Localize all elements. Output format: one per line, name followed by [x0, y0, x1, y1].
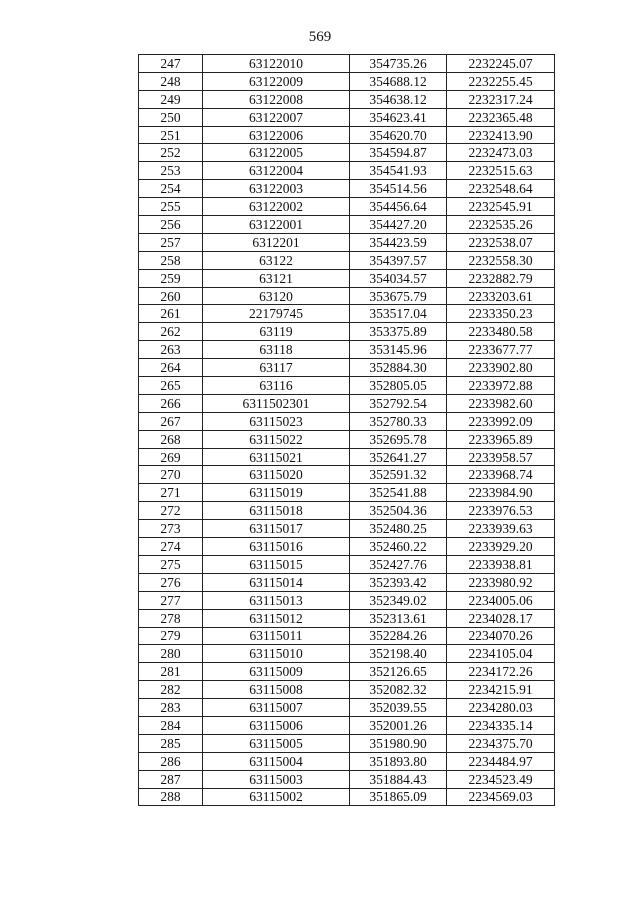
- point-code-cell: 63115018: [203, 502, 350, 520]
- y-coordinate-cell: 2233939.63: [447, 520, 555, 538]
- x-coordinate-cell: 354034.57: [350, 269, 447, 287]
- row-index-cell: 286: [139, 752, 203, 770]
- table-row: [139, 341, 555, 359]
- table-row: [139, 72, 555, 90]
- row-index-cell: 247: [139, 55, 203, 73]
- table-row: [139, 287, 555, 305]
- row-index-cell: 252: [139, 144, 203, 162]
- row-index-cell: 260: [139, 287, 203, 305]
- row-index-cell: 250: [139, 108, 203, 126]
- point-code-cell: 63115009: [203, 663, 350, 681]
- point-code-cell: 6311502301: [203, 394, 350, 412]
- row-index-cell: 271: [139, 484, 203, 502]
- x-coordinate-cell: 352198.40: [350, 645, 447, 663]
- point-code-cell: 63116: [203, 377, 350, 395]
- table-row: [139, 573, 555, 591]
- row-index-cell: 259: [139, 269, 203, 287]
- table-row: [139, 788, 555, 806]
- y-coordinate-cell: 2234335.14: [447, 716, 555, 734]
- table-row: [139, 555, 555, 573]
- x-coordinate-cell: 352313.61: [350, 609, 447, 627]
- y-coordinate-cell: 2232413.90: [447, 126, 555, 144]
- x-coordinate-cell: 352427.76: [350, 555, 447, 573]
- y-coordinate-cell: 2234375.70: [447, 734, 555, 752]
- point-code-cell: 63115015: [203, 555, 350, 573]
- point-code-cell: 63118: [203, 341, 350, 359]
- point-code-cell: 63115014: [203, 573, 350, 591]
- table-row: [139, 251, 555, 269]
- row-index-cell: 256: [139, 216, 203, 234]
- row-index-cell: 268: [139, 430, 203, 448]
- y-coordinate-cell: 2232538.07: [447, 233, 555, 251]
- table-row: [139, 394, 555, 412]
- y-coordinate-cell: 2234484.97: [447, 752, 555, 770]
- x-coordinate-cell: 354638.12: [350, 90, 447, 108]
- y-coordinate-cell: 2233938.81: [447, 555, 555, 573]
- point-code-cell: 63115004: [203, 752, 350, 770]
- table-row: [139, 430, 555, 448]
- point-code-cell: 63121: [203, 269, 350, 287]
- point-code-cell: 63120: [203, 287, 350, 305]
- x-coordinate-cell: 352780.33: [350, 412, 447, 430]
- point-code-cell: 63115013: [203, 591, 350, 609]
- y-coordinate-cell: 2234028.17: [447, 609, 555, 627]
- y-coordinate-cell: 2233929.20: [447, 538, 555, 556]
- y-coordinate-cell: 2232317.24: [447, 90, 555, 108]
- point-code-cell: 63115002: [203, 788, 350, 806]
- y-coordinate-cell: 2234105.04: [447, 645, 555, 663]
- row-index-cell: 284: [139, 716, 203, 734]
- y-coordinate-cell: 2234523.49: [447, 770, 555, 788]
- x-coordinate-cell: 352805.05: [350, 377, 447, 395]
- row-index-cell: 285: [139, 734, 203, 752]
- point-code-cell: 63115011: [203, 627, 350, 645]
- x-coordinate-cell: 354594.87: [350, 144, 447, 162]
- table-row: [139, 502, 555, 520]
- x-coordinate-cell: 352695.78: [350, 430, 447, 448]
- row-index-cell: 281: [139, 663, 203, 681]
- x-coordinate-cell: 352126.65: [350, 663, 447, 681]
- row-index-cell: 269: [139, 448, 203, 466]
- table-row: [139, 752, 555, 770]
- point-code-cell: 63122007: [203, 108, 350, 126]
- row-index-cell: 272: [139, 502, 203, 520]
- table-row: [139, 716, 555, 734]
- row-index-cell: 280: [139, 645, 203, 663]
- coordinates-table-body: [139, 55, 555, 806]
- x-coordinate-cell: 351980.90: [350, 734, 447, 752]
- x-coordinate-cell: 354397.57: [350, 251, 447, 269]
- point-code-cell: 63115010: [203, 645, 350, 663]
- point-code-cell: 63115008: [203, 681, 350, 699]
- point-code-cell: 63115007: [203, 699, 350, 717]
- table-row: [139, 520, 555, 538]
- y-coordinate-cell: 2233972.88: [447, 377, 555, 395]
- table-row: [139, 144, 555, 162]
- y-coordinate-cell: 2234070.26: [447, 627, 555, 645]
- x-coordinate-cell: 354688.12: [350, 72, 447, 90]
- table-row: [139, 627, 555, 645]
- row-index-cell: 282: [139, 681, 203, 699]
- table-row: [139, 198, 555, 216]
- table-row: [139, 645, 555, 663]
- row-index-cell: 255: [139, 198, 203, 216]
- row-index-cell: 275: [139, 555, 203, 573]
- x-coordinate-cell: 353145.96: [350, 341, 447, 359]
- row-index-cell: 267: [139, 412, 203, 430]
- row-index-cell: 264: [139, 359, 203, 377]
- y-coordinate-cell: 2233984.90: [447, 484, 555, 502]
- x-coordinate-cell: 353675.79: [350, 287, 447, 305]
- point-code-cell: 63122005: [203, 144, 350, 162]
- y-coordinate-cell: 2234280.03: [447, 699, 555, 717]
- y-coordinate-cell: 2234215.91: [447, 681, 555, 699]
- table-row: [139, 681, 555, 699]
- y-coordinate-cell: 2233992.09: [447, 412, 555, 430]
- point-code-cell: 63115016: [203, 538, 350, 556]
- y-coordinate-cell: 2233976.53: [447, 502, 555, 520]
- point-code-cell: 63122003: [203, 180, 350, 198]
- row-index-cell: 254: [139, 180, 203, 198]
- table-row: [139, 108, 555, 126]
- point-code-cell: 63122008: [203, 90, 350, 108]
- table-row: [139, 90, 555, 108]
- point-code-cell: 63122006: [203, 126, 350, 144]
- row-index-cell: 273: [139, 520, 203, 538]
- table-row: [139, 699, 555, 717]
- table-row: [139, 770, 555, 788]
- point-code-cell: 63115019: [203, 484, 350, 502]
- table-row: [139, 734, 555, 752]
- row-index-cell: 262: [139, 323, 203, 341]
- y-coordinate-cell: 2234172.26: [447, 663, 555, 681]
- table-row: [139, 377, 555, 395]
- y-coordinate-cell: 2233677.77: [447, 341, 555, 359]
- point-code-cell: 63115020: [203, 466, 350, 484]
- y-coordinate-cell: 2233203.61: [447, 287, 555, 305]
- y-coordinate-cell: 2233982.60: [447, 394, 555, 412]
- point-code-cell: 63119: [203, 323, 350, 341]
- y-coordinate-cell: 2233480.58: [447, 323, 555, 341]
- y-coordinate-cell: 2233958.57: [447, 448, 555, 466]
- x-coordinate-cell: 352480.25: [350, 520, 447, 538]
- row-index-cell: 265: [139, 377, 203, 395]
- x-coordinate-cell: 352349.02: [350, 591, 447, 609]
- table-row: [139, 591, 555, 609]
- x-coordinate-cell: 352460.22: [350, 538, 447, 556]
- coordinates-table: [138, 54, 555, 806]
- y-coordinate-cell: 2232548.64: [447, 180, 555, 198]
- point-code-cell: 63122009: [203, 72, 350, 90]
- x-coordinate-cell: 352541.88: [350, 484, 447, 502]
- x-coordinate-cell: 354620.70: [350, 126, 447, 144]
- point-code-cell: 22179745: [203, 305, 350, 323]
- y-coordinate-cell: 2234005.06: [447, 591, 555, 609]
- row-index-cell: 283: [139, 699, 203, 717]
- point-code-cell: 6312201: [203, 233, 350, 251]
- table-row: [139, 609, 555, 627]
- x-coordinate-cell: 353517.04: [350, 305, 447, 323]
- y-coordinate-cell: 2232545.91: [447, 198, 555, 216]
- x-coordinate-cell: 352393.42: [350, 573, 447, 591]
- page-number: 569: [308, 29, 332, 45]
- x-coordinate-cell: 354423.59: [350, 233, 447, 251]
- table-row: [139, 359, 555, 377]
- table-row: [139, 484, 555, 502]
- table-row: [139, 162, 555, 180]
- y-coordinate-cell: 2233968.74: [447, 466, 555, 484]
- row-index-cell: 263: [139, 341, 203, 359]
- y-coordinate-cell: 2232535.26: [447, 216, 555, 234]
- y-coordinate-cell: 2233980.92: [447, 573, 555, 591]
- point-code-cell: 63115006: [203, 716, 350, 734]
- point-code-cell: 63122: [203, 251, 350, 269]
- point-code-cell: 63115022: [203, 430, 350, 448]
- x-coordinate-cell: 354427.20: [350, 216, 447, 234]
- table-row: [139, 216, 555, 234]
- point-code-cell: 63115017: [203, 520, 350, 538]
- x-coordinate-cell: 354514.56: [350, 180, 447, 198]
- table-row: [139, 412, 555, 430]
- y-coordinate-cell: 2232245.07: [447, 55, 555, 73]
- table-row: [139, 269, 555, 287]
- x-coordinate-cell: 352792.54: [350, 394, 447, 412]
- row-index-cell: 270: [139, 466, 203, 484]
- x-coordinate-cell: 352039.55: [350, 699, 447, 717]
- row-index-cell: 261: [139, 305, 203, 323]
- y-coordinate-cell: 2232558.30: [447, 251, 555, 269]
- x-coordinate-cell: 354735.26: [350, 55, 447, 73]
- row-index-cell: 274: [139, 538, 203, 556]
- y-coordinate-cell: 2233902.80: [447, 359, 555, 377]
- table-row: [139, 448, 555, 466]
- point-code-cell: 63115003: [203, 770, 350, 788]
- point-code-cell: 63115005: [203, 734, 350, 752]
- point-code-cell: 63115021: [203, 448, 350, 466]
- row-index-cell: 257: [139, 233, 203, 251]
- y-coordinate-cell: 2232515.63: [447, 162, 555, 180]
- y-coordinate-cell: 2233965.89: [447, 430, 555, 448]
- x-coordinate-cell: 353375.89: [350, 323, 447, 341]
- x-coordinate-cell: 354623.41: [350, 108, 447, 126]
- table-row: [139, 180, 555, 198]
- row-index-cell: 248: [139, 72, 203, 90]
- row-index-cell: 249: [139, 90, 203, 108]
- y-coordinate-cell: 2232365.48: [447, 108, 555, 126]
- x-coordinate-cell: 352082.32: [350, 681, 447, 699]
- row-index-cell: 258: [139, 251, 203, 269]
- row-index-cell: 253: [139, 162, 203, 180]
- x-coordinate-cell: 352001.26: [350, 716, 447, 734]
- row-index-cell: 251: [139, 126, 203, 144]
- table-row: [139, 323, 555, 341]
- point-code-cell: 63122004: [203, 162, 350, 180]
- point-code-cell: 63115023: [203, 412, 350, 430]
- row-index-cell: 287: [139, 770, 203, 788]
- x-coordinate-cell: 351884.43: [350, 770, 447, 788]
- point-code-cell: 63122010: [203, 55, 350, 73]
- x-coordinate-cell: 354456.64: [350, 198, 447, 216]
- y-coordinate-cell: 2232882.79: [447, 269, 555, 287]
- row-index-cell: 279: [139, 627, 203, 645]
- table-row: [139, 305, 555, 323]
- table-row: [139, 663, 555, 681]
- table-row: [139, 55, 555, 73]
- table-row: [139, 466, 555, 484]
- x-coordinate-cell: 352504.36: [350, 502, 447, 520]
- x-coordinate-cell: 352591.32: [350, 466, 447, 484]
- row-index-cell: 266: [139, 394, 203, 412]
- row-index-cell: 277: [139, 591, 203, 609]
- row-index-cell: 288: [139, 788, 203, 806]
- point-code-cell: 63115012: [203, 609, 350, 627]
- x-coordinate-cell: 352641.27: [350, 448, 447, 466]
- row-index-cell: 276: [139, 573, 203, 591]
- row-index-cell: 278: [139, 609, 203, 627]
- point-code-cell: 63122001: [203, 216, 350, 234]
- y-coordinate-cell: 2232473.03: [447, 144, 555, 162]
- x-coordinate-cell: 354541.93: [350, 162, 447, 180]
- y-coordinate-cell: 2232255.45: [447, 72, 555, 90]
- y-coordinate-cell: 2233350.23: [447, 305, 555, 323]
- x-coordinate-cell: 352284.26: [350, 627, 447, 645]
- point-code-cell: 63122002: [203, 198, 350, 216]
- point-code-cell: 63117: [203, 359, 350, 377]
- table-row: [139, 538, 555, 556]
- table-row: [139, 233, 555, 251]
- x-coordinate-cell: 352884.30: [350, 359, 447, 377]
- table-row: [139, 126, 555, 144]
- x-coordinate-cell: 351893.80: [350, 752, 447, 770]
- x-coordinate-cell: 351865.09: [350, 788, 447, 806]
- y-coordinate-cell: 2234569.03: [447, 788, 555, 806]
